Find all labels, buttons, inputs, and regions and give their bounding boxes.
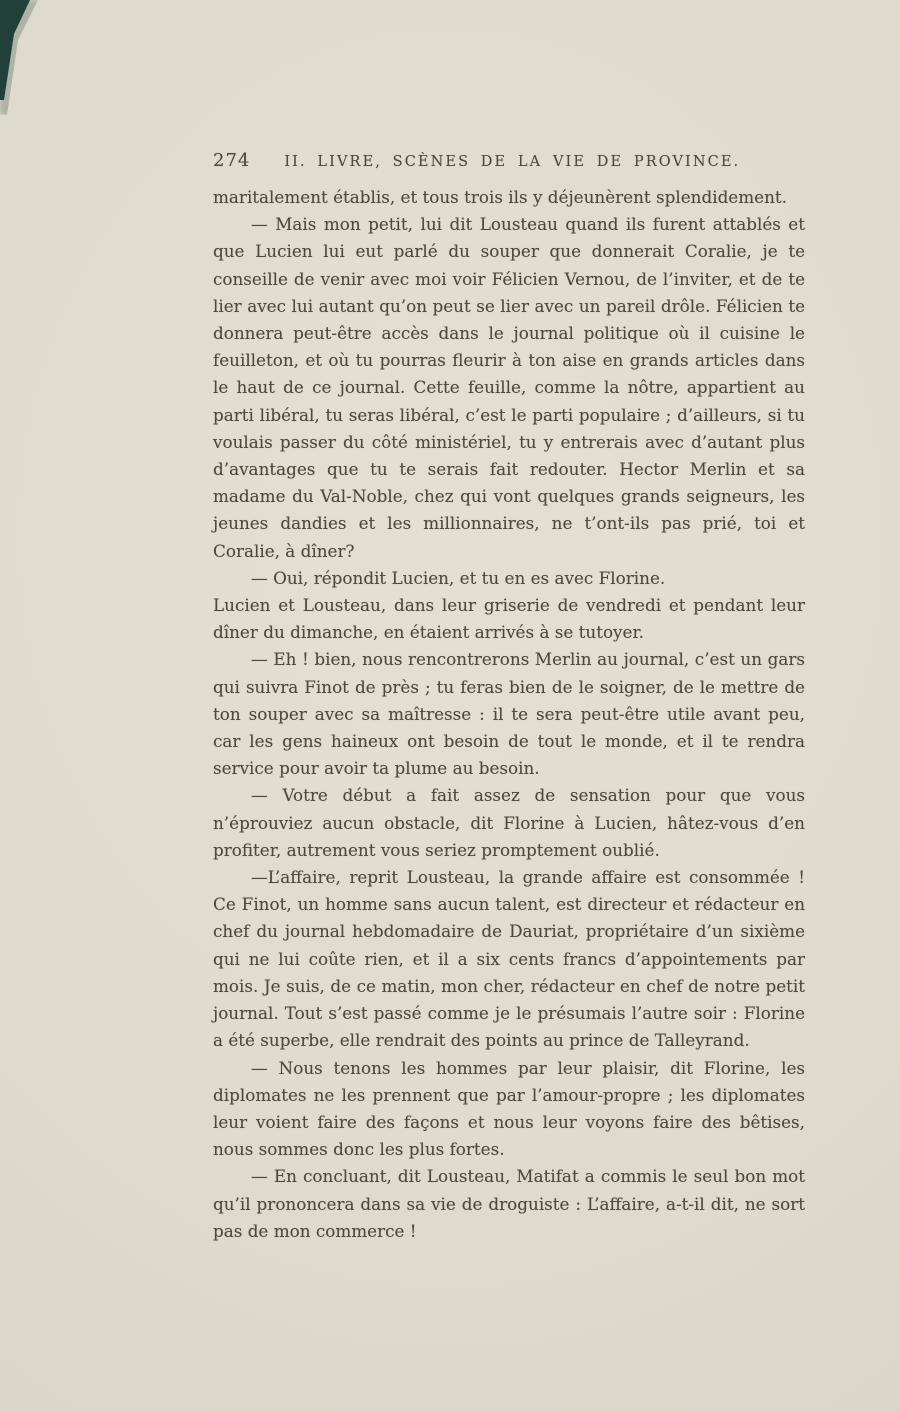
paragraph: — Nous tenons les hommes par leur plaisir, dit Florine, les diplomates ne les prennent que par l’amour-propre ; les diplomates leur voient faire des façons et nous leur voyons faire des bêtises, nous sommes donc les plus fortes. [213,1057,805,1160]
paragraph: — En concluant, dit Lousteau, Matifat a commis le seul bon mot qu’il prononcera dans sa vie de droguiste : L’affaire, a-t-il dit, ne sort pas de mon commerce ! [213,1166,805,1241]
paragraph: — Eh ! bien, nous rencontrerons Merlin au journal, c’est un gars qui suivra Finot de près ; tu feras bien de le soigner, de le mettre de ton souper avec sa maîtresse : il te sera peut-être utile avant peu, car les gens haineux ont besoin de tout le monde, et il te rendra service pour avoir ta plume au besoin. [213,649,805,779]
body-text [213,184,805,1245]
page-number: 274 [213,150,251,171]
paragraph: Lucien et Lousteau, dans leur griserie de vendredi et pendant leur dîner du dimanche, en étaient arrivés à se tutoyer. [213,595,805,643]
running-title: II. LIVRE, SCÈNES DE LA VIE DE PROVINCE. [284,154,741,170]
paragraph: maritalement établis, et tous trois ils y déjeunèrent splendidement. [213,187,787,207]
text-block [213,150,805,1245]
paragraph: — Votre début a fait assez de sensation pour que vous n’éprouviez aucun obstacle, dit Florine à Lucien, hâtez-vous d’en profiter, autrement vous seriez promptement oublié. [213,785,805,860]
paragraph: — Mais mon petit, lui dit Lousteau quand ils furent attablés et que Lucien lui eut parlé du souper que donnerait Coralie, je te conseille de venir avec moi voir Félicien Vernou, de l’inviter, et de te lier avec lui autant qu’on peut se lier avec un pareil drôle. Félicien te donnera peut-être accès dans le journal politique où il cuisine le feuilleton, et où tu pourras fleurir à ton aise en grands articles dans le haut de ce journal. Cette feuille, comme la nôtre, appartient au parti libéral, tu seras libéral, c’est le parti populaire ; d’ailleurs, si tu voulais passer du côté ministériel, tu y entrerais avec d’autant plus d’avantages que tu te serais fait redouter. Hector Merlin et sa madame du Val-Noble, chez qui vont quelques grands seigneurs, les jeunes dandies et les millionnaires, ne t’ont-ils pas prié, toi et Coralie, à dîner? [213,214,805,561]
page-header [213,150,805,171]
paragraph: —L’affaire, reprit Lousteau, la grande affaire est consommée ! Ce Finot, un homme sans aucun talent, est directeur et rédacteur en chef du journal hebdomadaire de Dauriat, propriétaire d’un sixième qui ne lui coûte rien, et il a six cents francs d’appointements par mois. Je suis, de ce matin, mon cher, rédacteur en chef de notre petit journal. Tout s’est passé comme je le présumais l’autre soir : Florine a été superbe, elle rendrait des points au prince de Talleyrand. [213,867,805,1051]
paragraph: — Oui, répondit Lucien, et tu en es avec Florine. [251,567,666,588]
